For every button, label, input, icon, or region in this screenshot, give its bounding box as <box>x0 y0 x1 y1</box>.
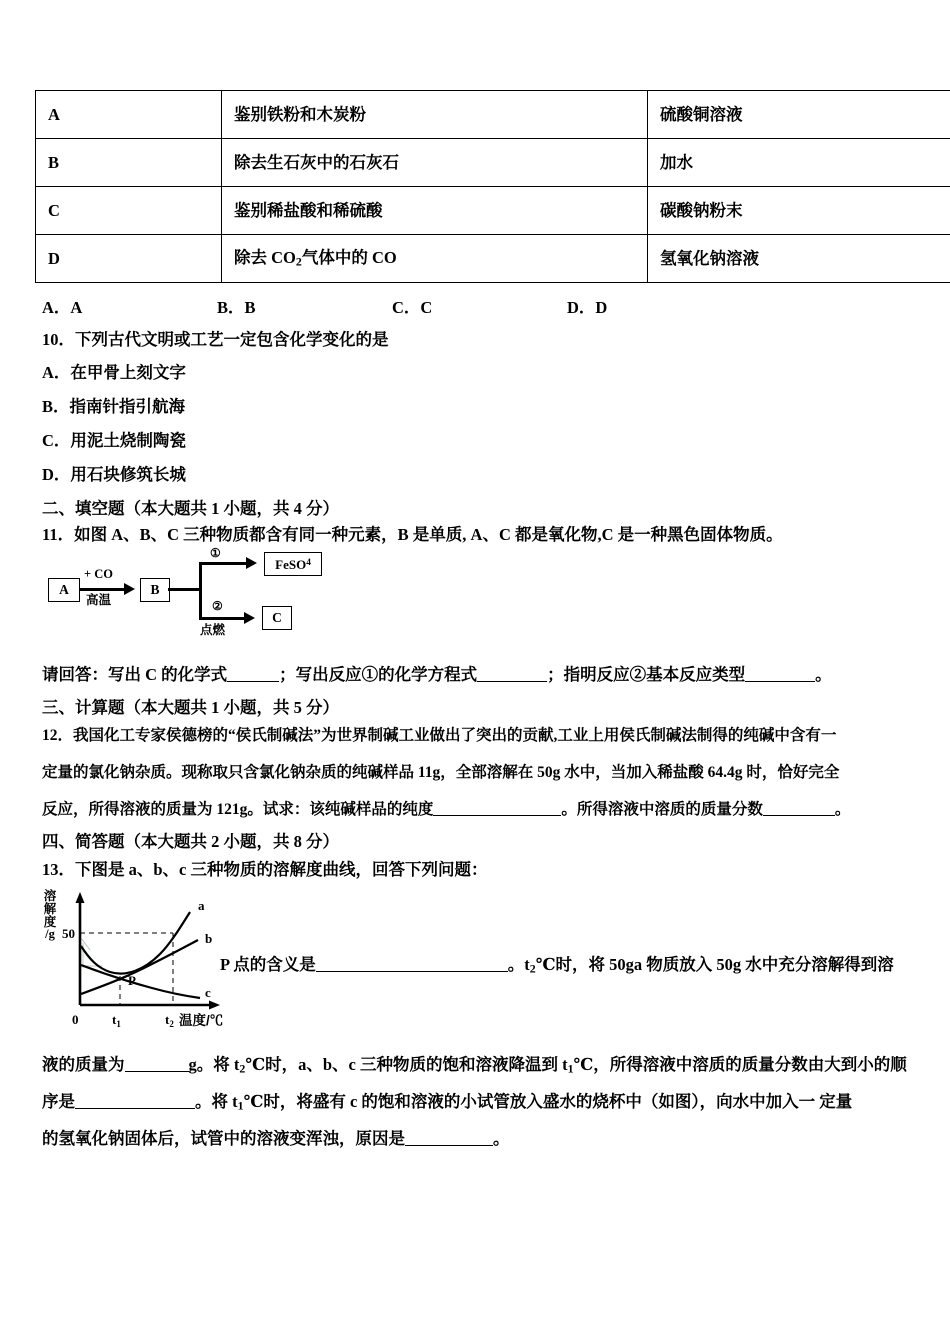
answer-blank-order[interactable] <box>75 1108 195 1109</box>
q13-l3-post: ℃时，将盛有 c 的饱和溶液的小试管放入盛水的烧杯中（如图），向水中加入一 定量 <box>243 1092 853 1111</box>
row-letter: D <box>36 235 222 283</box>
branch1-number-label: ① <box>210 546 221 560</box>
question10-option-c[interactable]: C．用泥土烧制陶瓷 <box>42 431 186 450</box>
chart-x-axis-title: 温度/℃ <box>179 1013 224 1028</box>
choice-d[interactable]: D．D <box>567 298 608 317</box>
choice-c[interactable]: C．C <box>392 298 433 317</box>
subscript-t1-b: 1 <box>567 1061 574 1076</box>
row-reagent: 加水 <box>648 139 950 187</box>
q13-l3-mid: 。将 t <box>195 1092 238 1111</box>
prompt-part-3: ；指明反应②基本反应类型 <box>547 665 746 684</box>
solubility-curve-chart <box>40 888 235 1033</box>
question12-line1: 12．我国化工专家侯德榜的“侯氏制碱法”为世界制碱工业做出了突出的贡献,工业上用侯氏制碱法制得的纯碱中含有一 <box>42 727 837 744</box>
answer-blank-3[interactable] <box>745 681 815 682</box>
prompt-part-4: 。 <box>815 665 832 684</box>
arrow-a-to-b-head <box>124 583 135 595</box>
reaction-flow-diagram <box>40 548 360 648</box>
curve-a <box>81 912 190 974</box>
subscript-t1-c: 1 <box>237 1098 244 1113</box>
q13-l2-post: ℃，所得溶液中溶质的质量分数由大到小的顺 <box>573 1055 907 1074</box>
q13-l4-pre: 的氢氧化钠固体后，试管中的溶液变浑浊，原因是 <box>42 1129 405 1148</box>
q13-text-post: 。t <box>507 955 530 974</box>
diagram-product-feso4 <box>264 552 322 576</box>
chart-y-axis-arrowhead <box>76 892 85 903</box>
y-axis-char-1: 溶 <box>43 889 57 903</box>
question10-option-a[interactable]: A．在甲骨上刻文字 <box>42 363 186 382</box>
chart-x-tick-t1: $t_1$ <box>112 1012 121 1029</box>
chart-x-tick-t2: $t_2$ <box>165 1012 174 1029</box>
product-subscript: 4 <box>306 558 311 569</box>
table-row <box>36 139 950 187</box>
q13-text-pre: P 点的含义是 <box>220 955 316 974</box>
q13-l2-pre: 液的质量为 <box>42 1055 125 1074</box>
question13-line2 <box>42 1055 907 1076</box>
product-formula: FeSO <box>275 556 307 572</box>
junction-stem-line <box>168 588 201 591</box>
y-axis-char-4: /g <box>45 927 55 942</box>
section3-heading: 三、计算题（本大题共 1 小题，共 5 分） <box>42 698 339 717</box>
subscript-2: 2 <box>295 254 302 269</box>
row-letter: B <box>36 139 222 187</box>
question11-answer-prompt <box>42 665 832 686</box>
question13-line1 <box>220 955 894 976</box>
branch2-arrow-head <box>244 612 255 624</box>
q13-l2-mid: ℃时，a、b、c 三种物质的饱和溶液降温到 t <box>245 1055 568 1074</box>
row-reagent: 氢氧化钠溶液 <box>648 235 950 283</box>
branch2-condition-label: 点燃 <box>200 623 226 637</box>
question13-stem: 13．下图是 a、b、c 三种物质的溶解度曲线，回答下列问题： <box>42 860 488 879</box>
purpose-text-post: 气体中的 CO <box>301 247 397 267</box>
choice-b[interactable]: B．B <box>217 298 256 317</box>
branch1-line <box>199 562 249 565</box>
answer-blank-p-meaning[interactable] <box>316 971 508 972</box>
arrow-a-to-b-line <box>80 588 126 591</box>
question12-line2: 定量的氯化钠杂质。现称取只含氯化钠杂质的纯碱样品 11g，全部溶解在 50g 水中，当加入稀盐酸 64.4g 时，恰好完全 <box>42 764 840 781</box>
answer-blank-1[interactable] <box>227 681 279 682</box>
question10-stem: 10．下列古代文明或工艺一定包含化学变化的是 <box>42 330 389 349</box>
table-row <box>36 235 950 283</box>
prompt-part-2: ；写出反应①的化学方程式 <box>279 665 478 684</box>
chart-y-tick-50: 50 <box>62 926 75 941</box>
answer-blank-mass-fraction[interactable] <box>763 815 835 816</box>
subscript-t2-b: 2 <box>239 1061 246 1076</box>
row-purpose: 鉴别稀盐酸和稀硫酸 <box>222 187 648 235</box>
chart-svg <box>40 888 235 1033</box>
table-row <box>36 187 950 235</box>
junction-vertical-line <box>199 562 202 620</box>
row-reagent: 硫酸铜溶液 <box>648 91 950 139</box>
curve-label-c: c <box>205 985 211 1000</box>
question13-line3 <box>42 1092 852 1113</box>
diagram-reagent-label: + CO <box>84 567 113 581</box>
answer-blank-solution-mass[interactable] <box>125 1071 189 1072</box>
table-row <box>36 91 950 139</box>
question10-option-d[interactable]: D．用石块修筑长城 <box>42 465 186 484</box>
row-purpose: 除去生石灰中的石灰石 <box>222 139 648 187</box>
chart-x-tick-0: 0 <box>72 1012 79 1027</box>
branch2-number-label: ② <box>212 599 223 613</box>
question9-choices <box>42 294 742 318</box>
q13-text-post2: ℃时，将 50ga 物质放入 50g 水中充分溶解得到溶 <box>535 955 894 974</box>
question11-stem: 11．如图 A、B、C 三种物质都含有同一种元素，B 是单质, A、C 都是氧化物,C 是一种黑色固体物质。 <box>42 525 783 544</box>
q12-text-end: 。 <box>834 801 851 818</box>
purpose-text-pre: 除去 CO <box>234 247 296 267</box>
section2-heading: 二、填空题（本大题共 1 小题，共 4 分） <box>42 499 339 518</box>
y-axis-char-3: 度 <box>43 914 57 929</box>
row-purpose: 鉴别铁粉和木炭粉 <box>222 91 648 139</box>
chart-x-axis-arrowhead <box>209 1001 220 1010</box>
branch1-arrow-head <box>246 557 257 569</box>
diagram-box-b: B <box>140 578 170 602</box>
question10-option-b[interactable]: B．指南针指引航海 <box>42 397 186 416</box>
answer-blank-reason[interactable] <box>405 1145 493 1146</box>
curve-label-a: a <box>198 898 205 913</box>
question13-line4 <box>42 1129 510 1150</box>
section4-heading: 四、简答题（本大题共 2 小题，共 8 分） <box>42 832 339 851</box>
answer-blank-purity[interactable] <box>433 815 561 816</box>
diagram-condition-label: 高温 <box>86 593 112 607</box>
q13-l4-post: 。 <box>493 1129 510 1148</box>
row-letter: C <box>36 187 222 235</box>
answer-blank-2[interactable] <box>477 681 547 682</box>
q12-text-mid: 。所得溶液中溶质的质量分数 <box>561 801 763 818</box>
y-axis-char-2: 解 <box>43 901 57 916</box>
chart-y-axis-title <box>40 890 60 941</box>
question9-option-table <box>35 90 950 283</box>
subscript-t2: 2 <box>529 961 536 976</box>
diagram-box-c: C <box>262 606 292 630</box>
prompt-part-1: 请回答：写出 C 的化学式 <box>42 665 228 684</box>
row-purpose <box>222 235 648 283</box>
q12-text-pre: 反应，所得溶液的质量为 121g。试求：该纯碱样品的纯度 <box>42 801 434 818</box>
chart-point-p-label: P <box>128 973 136 988</box>
q13-l2-unit: g。将 t <box>188 1055 240 1074</box>
branch2-line <box>199 617 247 620</box>
row-reagent: 碳酸钠粉末 <box>648 187 950 235</box>
diagram-box-a: A <box>48 578 80 602</box>
row-letter: A <box>36 91 222 139</box>
question12-line3 <box>42 800 850 819</box>
choice-a[interactable]: A．A <box>42 298 83 317</box>
curve-label-b: b <box>205 931 213 946</box>
q13-l3-pre: 序是 <box>42 1092 75 1111</box>
